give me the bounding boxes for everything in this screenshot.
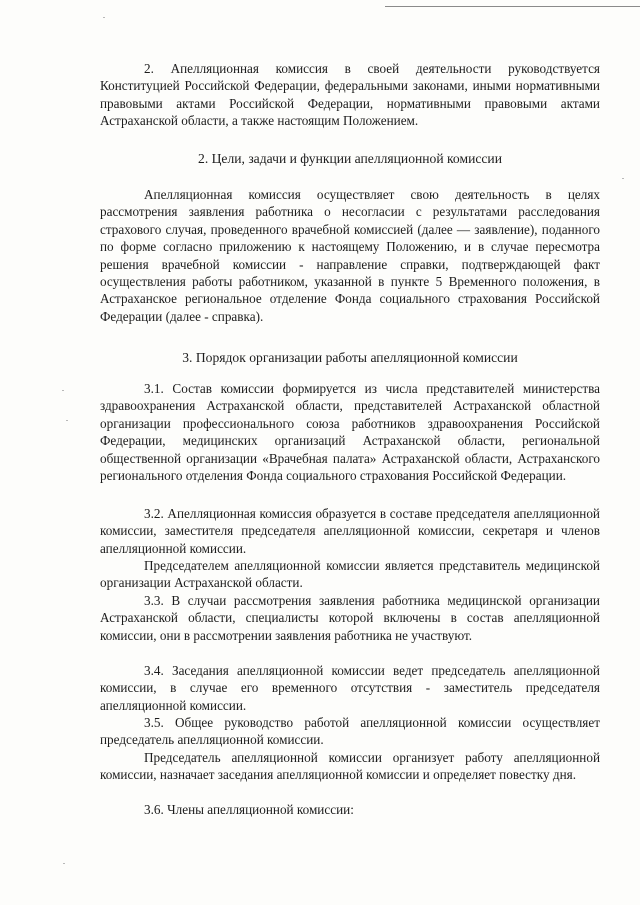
paragraph-chair: Председателем апелляционной комиссии является представитель медицинской организации Астраханской области. bbox=[100, 558, 600, 591]
paragraph-chair-organizes: Председатель апелляционной комиссии организует работу апелляционной комиссии, назначает заседания апелляционной комиссии и определяет повестку дня. bbox=[100, 750, 600, 783]
section-heading-2: 2. Цели, задачи и функции апелляционной комиссии bbox=[198, 151, 502, 166]
paragraph-3-1: 3.1. Состав комиссии формируется из числа представителей министерства здравоохранения Астраханской области, представителей Астраханской областной организации профессионального союза работников здравоохранения Российской Федерации, медицинских организаций Астраханской области, региональной общественной организации «Врачебная палата» Астраханской области, Астраханского регионального отделения Фонда социального страхования Российской Федерации. bbox=[100, 381, 600, 484]
paragraph-3-6: 3.6. Члены апелляционной комиссии: bbox=[144, 802, 354, 817]
scan-top-rule bbox=[385, 6, 640, 7]
scan-speck bbox=[62, 390, 64, 391]
paragraph-3-2: 3.2. Апелляционная комиссия образуется в составе председателя апелляционной комиссии, заместителя председателя апелляционной комиссии, секретаря и членов апелляционной комиссии. bbox=[100, 506, 600, 556]
scan-speck bbox=[103, 17, 105, 18]
paragraph-3-3: 3.3. В случаи рассмотрения заявления работника медицинской организации Астраханской области, специалисты которой включены в состав апелляционной комиссии, они в рассмотрении заявления работника не участвуют. bbox=[100, 593, 600, 643]
paragraph-2: 2. Апелляционная комиссия в своей деятельности руководствуется Конституцией Российской Федерации, федеральными законами, иными нормативными правовыми актами Российской Федерации, нормативными правовыми актами Астраханской области, а также настоящим Положением. bbox=[100, 61, 600, 129]
scan-speck bbox=[66, 420, 68, 421]
paragraph-goals: Апелляционная комиссия осуществляет свою деятельность в целях рассмотрения заявления работника о несогласии с результатами расследования страхового случая, проведенного врачебной комиссией (далее — заявление), поданного по форме согласно приложению к настоящему Положению, и в случае пересмотра решения врачебной комиссии - направление справки, подтверждающей факт осуществления работы работником, указанной в пункте 5 Временного положения, в Астраханское региональное отделение Фонда социального страхования Российской Федерации (далее - справка). bbox=[100, 187, 600, 324]
paragraph-3-5: 3.5. Общее руководство работой апелляционной комиссии осуществляет председатель апелляционной комиссии. bbox=[100, 715, 600, 748]
paragraph-3-4: 3.4. Заседания апелляционной комиссии ведет председатель апелляционной комиссии, в случае его временного отсутствия - заместитель председателя апелляционной комиссии. bbox=[100, 663, 600, 713]
section-heading-3: 3. Порядок организации работы апелляционной комиссии bbox=[182, 350, 518, 365]
scan-speck bbox=[63, 863, 65, 864]
scan-speck bbox=[622, 178, 624, 179]
